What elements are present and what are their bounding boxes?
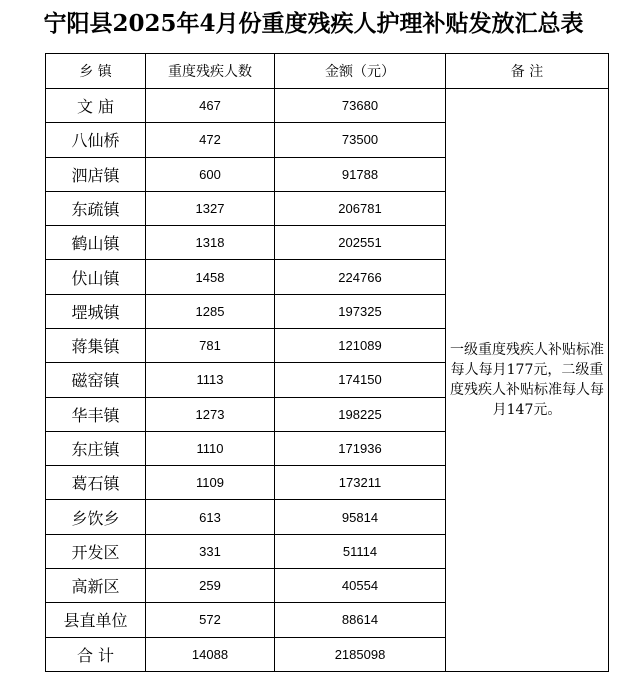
town-cell: 华丰镇 [46,397,146,431]
count-cell: 781 [146,328,275,362]
count-cell: 1109 [146,466,275,500]
count-cell: 259 [146,568,275,602]
count-cell: 572 [146,603,275,637]
header-row [46,54,609,89]
amount-cell: 73500 [275,123,446,157]
count-cell: 600 [146,157,275,191]
town-cell: 高新区 [46,568,146,602]
town-cell: 磁窑镇 [46,363,146,397]
count-cell: 1113 [146,363,275,397]
total-count-cell: 14088 [146,637,275,672]
total-amount-cell: 2185098 [275,637,446,672]
count-cell: 467 [146,89,275,123]
town-cell: 堽城镇 [46,294,146,328]
amount-cell: 198225 [275,397,446,431]
count-cell: 472 [146,123,275,157]
town-cell: 乡饮乡 [46,500,146,534]
town-cell: 鹤山镇 [46,226,146,260]
header-amount: 金额（元） [275,54,446,89]
amount-cell: 88614 [275,603,446,637]
amount-cell: 95814 [275,500,446,534]
amount-cell: 173211 [275,466,446,500]
count-cell: 1273 [146,397,275,431]
town-cell: 东疏镇 [46,191,146,225]
town-cell: 开发区 [46,534,146,568]
town-cell: 泗店镇 [46,157,146,191]
amount-cell: 73680 [275,89,446,123]
amount-cell: 171936 [275,431,446,465]
count-cell: 1327 [146,191,275,225]
count-cell: 1110 [146,431,275,465]
amount-cell: 224766 [275,260,446,294]
town-cell: 八仙桥 [46,123,146,157]
count-cell: 331 [146,534,275,568]
town-cell: 县直单位 [46,603,146,637]
table-row [46,89,609,123]
count-cell: 613 [146,500,275,534]
amount-cell: 174150 [275,363,446,397]
amount-cell: 206781 [275,191,446,225]
header-town: 乡 镇 [46,54,146,89]
count-cell: 1458 [146,260,275,294]
remark-cell: 一级重度残疾人补贴标准每人每月177元，二级重度残疾人补贴标准每人每月147元。 [446,89,609,672]
total-label-cell: 合 计 [46,637,146,672]
town-cell: 葛石镇 [46,466,146,500]
header-remark: 备 注 [446,54,609,89]
amount-cell: 202551 [275,226,446,260]
town-cell: 伏山镇 [46,260,146,294]
summary-table [45,53,609,672]
amount-cell: 197325 [275,294,446,328]
amount-cell: 91788 [275,157,446,191]
amount-cell: 121089 [275,328,446,362]
town-cell: 东庄镇 [46,431,146,465]
count-cell: 1318 [146,226,275,260]
amount-cell: 40554 [275,568,446,602]
header-count: 重度残疾人数 [146,54,275,89]
page-title: 宁阳县2025年4月份重度残疾人护理补贴发放汇总表 [43,10,584,37]
town-cell: 文 庙 [46,89,146,123]
count-cell: 1285 [146,294,275,328]
amount-cell: 51114 [275,534,446,568]
town-cell: 蒋集镇 [46,328,146,362]
